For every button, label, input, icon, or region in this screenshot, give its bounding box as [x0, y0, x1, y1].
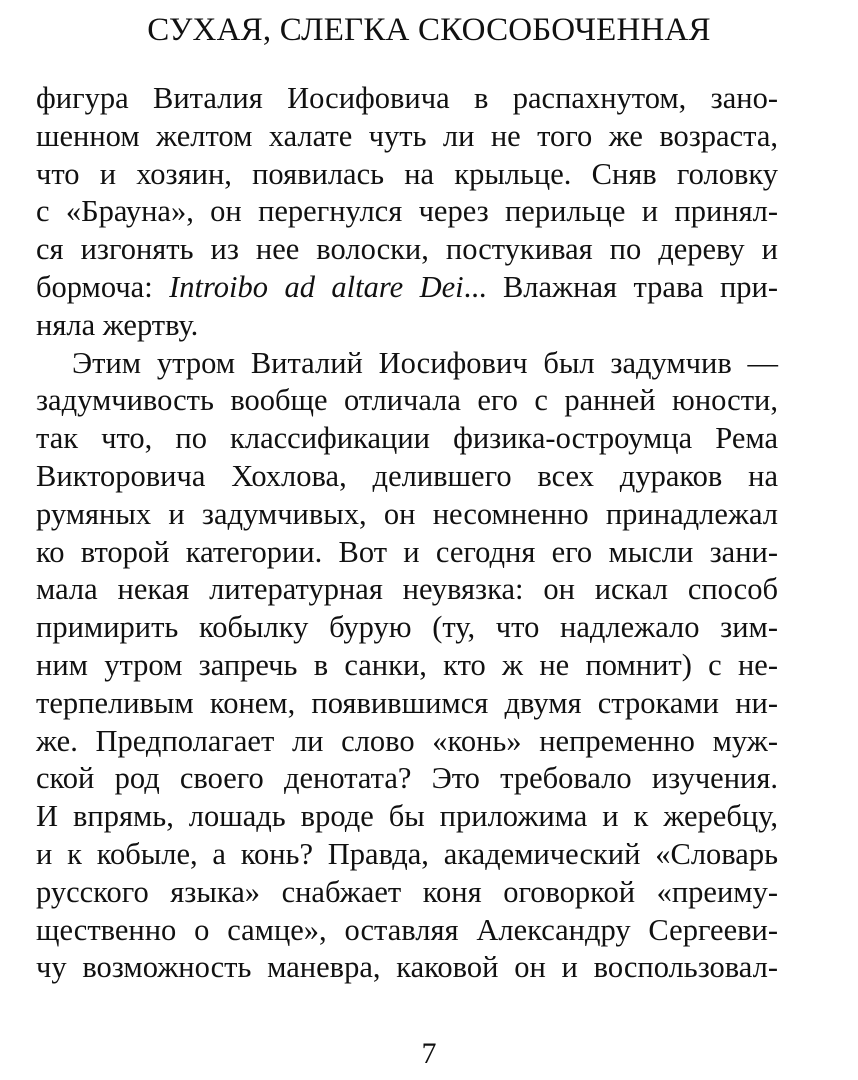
text-line: мала некая литературная неувязка: он искал способ — [36, 572, 778, 607]
text-line: примирить кобылку бурую (ту, что надлежало зим- — [36, 610, 778, 645]
body-text — [36, 80, 778, 987]
latin-quote: Introibo ad altare Dei — [169, 269, 464, 304]
running-head: СУХАЯ, СЛЕГКА СКОСОБОЧЕННАЯ — [147, 12, 711, 48]
page-number: 7 — [421, 1037, 437, 1070]
text-line: ко второй категории. Вот и сегодня его мысли зани- — [36, 534, 778, 569]
text-line: Викторовича Хохлова, делившего всех дураков на — [36, 458, 778, 493]
paragraph-2 — [36, 345, 778, 988]
text-line: фигура Виталия Иосифовича в распахнутом, зано- — [36, 81, 778, 115]
text-line: так что, по классификации физика-остроумца Рема — [36, 421, 778, 456]
text-line: И впрямь, лошадь вроде бы приложима и к жеребцу, — [36, 799, 778, 834]
text-line: шенном желтом халате чуть ли не того же возраста, — [36, 118, 778, 153]
text-fragment: ... Влажная трава при- — [463, 269, 779, 304]
text-line: русского языка» снабжает коня оговоркой «преиму- — [36, 874, 778, 909]
text-line: ним утром запречь в санки, кто ж не помнит) с не- — [36, 647, 778, 682]
text-line: и к кобыле, а конь? Правда, академический «Словарь — [36, 836, 778, 871]
text-line: же. Предполагает ли слово «конь» непременно муж- — [36, 723, 778, 758]
text-line: щественно о самце», оставляя Александру Сергееви- — [36, 912, 778, 947]
text-line-with-latin-quote — [36, 269, 778, 307]
paragraph-1 — [36, 80, 778, 345]
text-line: что и хозяин, появилась на крыльце. Сняв головку — [36, 156, 778, 191]
text-line: задумчивость вообще отличала его с ранней юности, — [36, 383, 778, 418]
text-line: с «Брауна», он перегнулся через перильце и принял- — [36, 194, 778, 229]
text-line: няла жертву. — [36, 307, 199, 342]
text-line: ской род своего денотата? Это требовало изучения. — [36, 761, 778, 796]
text-line: чу возможность маневра, каковой он и воспользовал- — [36, 950, 778, 985]
text-fragment: бормоча: — [36, 269, 170, 304]
text-line: терпеливым конем, появившимся двумя строками ни- — [36, 685, 778, 720]
text-line: Этим утром Виталий Иосифович был задумчив — — [72, 345, 778, 380]
text-line: ся изгонять из нее волоски, постукивая по дереву и — [36, 232, 778, 267]
text-line: румяных и задумчивых, он несомненно принадлежал — [36, 496, 778, 531]
